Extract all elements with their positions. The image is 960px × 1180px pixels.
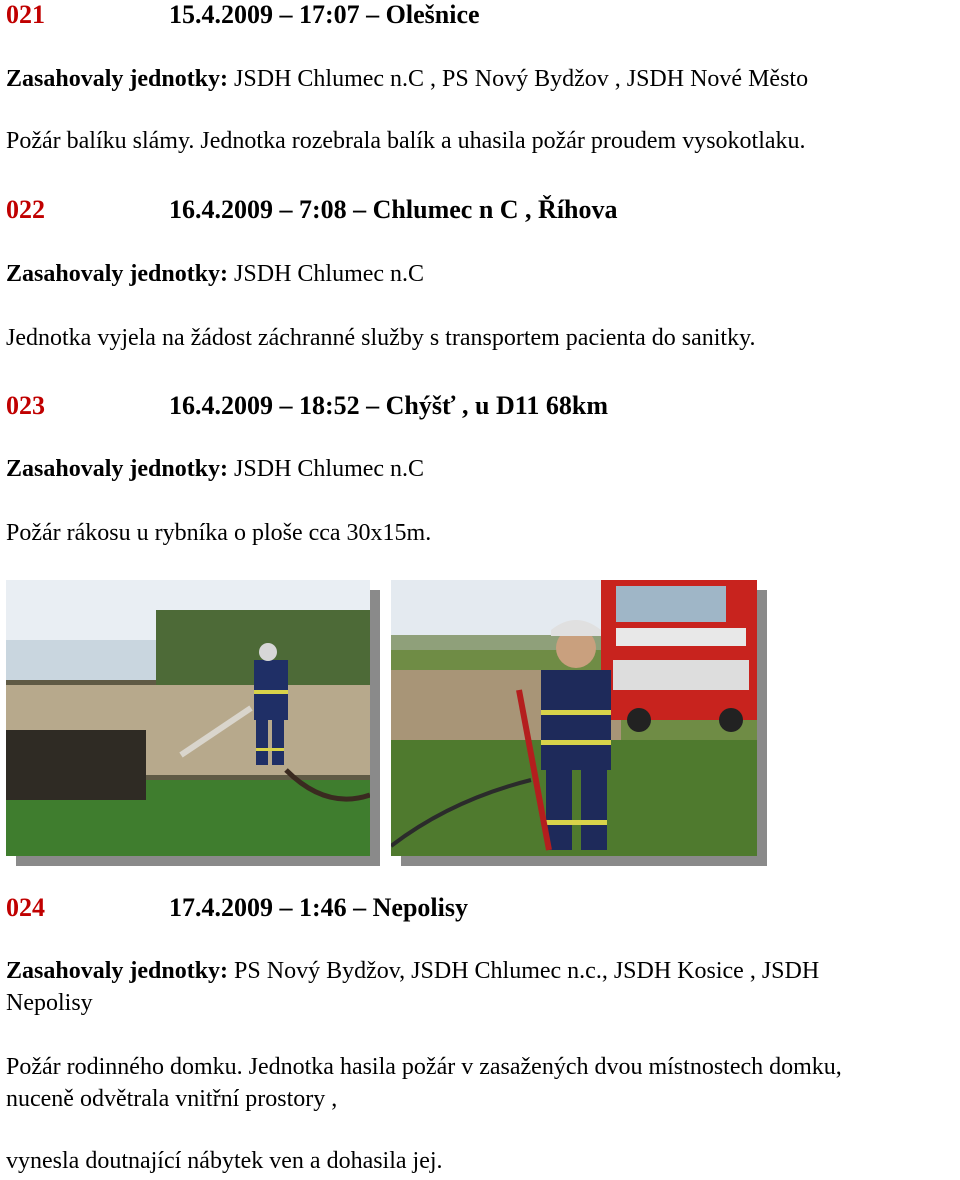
units-label: Zasahovaly jednotky: <box>6 456 229 482</box>
entry-024-units <box>6 958 819 985</box>
entry-024-description-final: vynesla doutnající nábytek ven a dohasila jej. <box>6 1148 443 1174</box>
entry-number: 022 <box>6 195 45 224</box>
entry-022-units <box>6 261 424 288</box>
entry-023-description: Požár rákosu u rybníka o ploše cca 30x15m. <box>6 520 432 546</box>
entry-date-place: 15.4.2009 – 17:07 – Olešnice <box>169 0 480 29</box>
entry-024-units-continued: Nepolisy <box>6 990 93 1016</box>
entry-date-place: 16.4.2009 – 18:52 – Chýšť , u D11 68km <box>169 391 608 420</box>
units-list: JSDH Chlumec n.C <box>228 261 425 287</box>
entry-021-units <box>6 66 808 93</box>
entry-022-header <box>6 195 618 225</box>
units-label: Zasahovaly jednotky: <box>6 66 229 92</box>
entry-number: 023 <box>6 391 45 420</box>
entry-021-description: Požár balíku slámy. Jednotka rozebrala balík a uhasila požár proudem vysokotlaku. <box>6 128 806 154</box>
units-label: Zasahovaly jednotky: <box>6 261 229 287</box>
entry-024-description-continued: nuceně odvětrala vnitřní prostory , <box>6 1086 338 1112</box>
entry-number: 021 <box>6 0 45 29</box>
entry-number: 024 <box>6 893 45 922</box>
units-label: Zasahovaly jednotky: <box>6 958 229 984</box>
entry-023-header <box>6 391 608 421</box>
photo-firefighter-truck <box>391 580 757 856</box>
entry-date-place: 16.4.2009 – 7:08 – Chlumec n C , Říhova <box>169 195 618 224</box>
units-list: JSDH Chlumec n.C <box>228 456 425 482</box>
units-list: JSDH Chlumec n.C , PS Nový Bydžov , JSDH Nové Město <box>228 66 809 92</box>
entry-date-place: 17.4.2009 – 1:46 – Nepolisy <box>169 893 468 922</box>
entry-022-description: Jednotka vyjela na žádost záchranné služby s transportem pacienta do sanitky. <box>6 325 756 351</box>
entry-021-header <box>6 0 480 30</box>
photo-firefighter-spraying <box>6 580 370 856</box>
entry-024-description: Požár rodinného domku. Jednotka hasila požár v zasažených dvou místnostech domku, <box>6 1054 842 1080</box>
entry-023-units <box>6 456 424 483</box>
units-list: PS Nový Bydžov, JSDH Chlumec n.c., JSDH Kosice , JSDH <box>228 958 820 984</box>
entry-024-header <box>6 893 468 923</box>
